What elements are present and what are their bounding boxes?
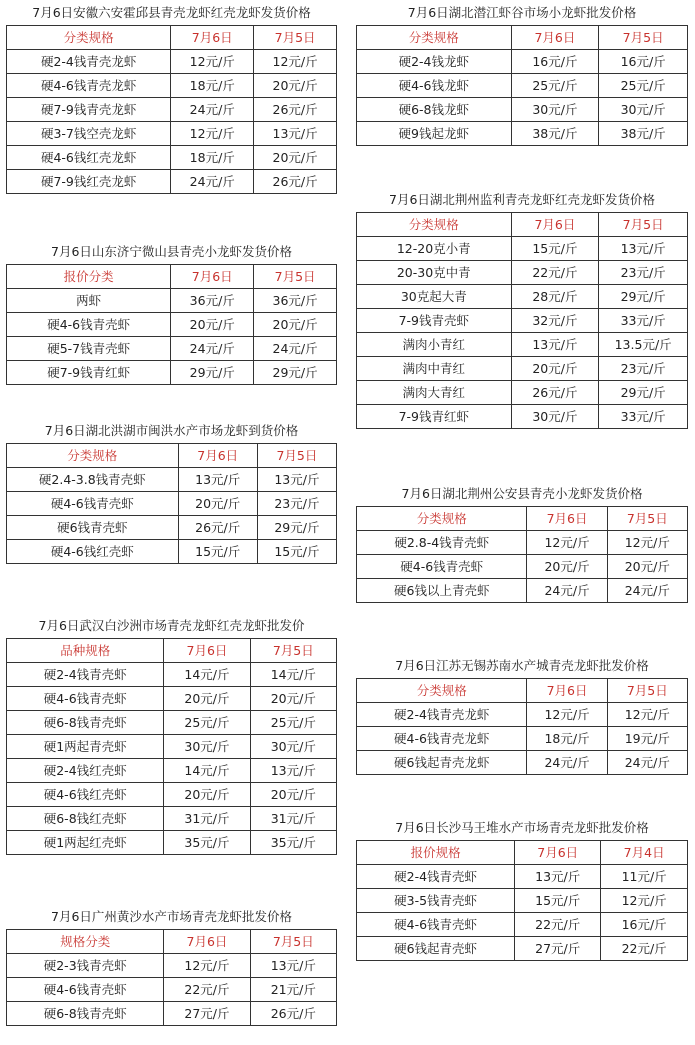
price-cell: 20元/斤 xyxy=(254,313,337,337)
table-row xyxy=(7,361,337,385)
spec-cell: 满肉大青红 xyxy=(357,381,512,405)
column-header-date: 7月5日 xyxy=(257,444,336,468)
column-header-spec: 分类规格 xyxy=(7,444,179,468)
price-cell: 36元/斤 xyxy=(171,289,254,313)
price-cell: 38元/斤 xyxy=(511,122,599,146)
column-header-date: 7月6日 xyxy=(164,639,250,663)
price-cell: 16元/斤 xyxy=(601,913,688,937)
price-cell: 35元/斤 xyxy=(164,831,250,855)
table-row xyxy=(357,285,688,309)
header-row xyxy=(357,841,688,865)
price-cell: 15元/斤 xyxy=(515,889,601,913)
price-cell: 24元/斤 xyxy=(527,579,607,603)
table-row xyxy=(7,122,337,146)
price-cell: 13.5元/斤 xyxy=(599,333,688,357)
price-cell: 15元/斤 xyxy=(178,540,257,564)
price-block-honghu xyxy=(6,419,337,564)
spec-cell: 硬2-4钱青壳虾 xyxy=(357,865,515,889)
price-table xyxy=(356,506,688,603)
price-table xyxy=(6,638,337,855)
table-row xyxy=(7,516,337,540)
column-header-date: 7月5日 xyxy=(250,930,336,954)
header-row xyxy=(7,444,337,468)
price-cell: 26元/斤 xyxy=(178,516,257,540)
table-row xyxy=(357,50,688,74)
price-cell: 12元/斤 xyxy=(607,531,687,555)
spec-cell: 硬4-6钱青壳虾 xyxy=(357,913,515,937)
table-row xyxy=(7,978,337,1002)
spec-cell: 硬6-8钱红壳虾 xyxy=(7,807,164,831)
price-block-mawangdui xyxy=(356,816,688,961)
price-cell: 20元/斤 xyxy=(250,783,336,807)
spec-cell: 7-9钱青红虾 xyxy=(357,405,512,429)
price-cell: 13元/斤 xyxy=(254,122,337,146)
price-cell: 20元/斤 xyxy=(171,313,254,337)
column-header-date: 7月5日 xyxy=(607,679,687,703)
price-cell: 18元/斤 xyxy=(171,74,254,98)
table-row xyxy=(357,381,688,405)
spec-cell: 两虾 xyxy=(7,289,171,313)
table-row xyxy=(7,74,337,98)
spec-cell: 硬4-6钱红壳虾 xyxy=(7,783,164,807)
price-cell: 29元/斤 xyxy=(171,361,254,385)
spec-cell: 硬4-6钱青壳虾 xyxy=(7,978,164,1002)
price-cell: 29元/斤 xyxy=(599,381,688,405)
spec-cell: 12-20克小青 xyxy=(357,237,512,261)
table-row xyxy=(7,98,337,122)
spec-cell: 硬6钱以上青壳虾 xyxy=(357,579,527,603)
price-cell: 24元/斤 xyxy=(171,337,254,361)
price-cell: 19元/斤 xyxy=(607,727,687,751)
price-cell: 12元/斤 xyxy=(164,954,250,978)
price-cell: 14元/斤 xyxy=(250,663,336,687)
table-row xyxy=(357,261,688,285)
price-cell: 26元/斤 xyxy=(250,1002,336,1026)
price-cell: 11元/斤 xyxy=(601,865,688,889)
column-header-date: 7月6日 xyxy=(511,213,599,237)
price-cell: 33元/斤 xyxy=(599,405,688,429)
price-cell: 33元/斤 xyxy=(599,309,688,333)
table-row xyxy=(7,468,337,492)
spec-cell: 硬2-4钱龙虾 xyxy=(357,50,512,74)
table-row xyxy=(7,170,337,194)
price-cell: 13元/斤 xyxy=(257,468,336,492)
spec-cell: 硬5-7钱青壳虾 xyxy=(7,337,171,361)
column-header-spec: 规格分类 xyxy=(7,930,164,954)
price-cell: 20元/斤 xyxy=(250,687,336,711)
column-header-date: 7月6日 xyxy=(171,265,254,289)
table-row xyxy=(357,98,688,122)
price-cell: 25元/斤 xyxy=(511,74,599,98)
spec-cell: 硬7-9钱青红虾 xyxy=(7,361,171,385)
price-block-weishan xyxy=(6,240,337,385)
price-cell: 12元/斤 xyxy=(527,531,607,555)
price-cell: 12元/斤 xyxy=(601,889,688,913)
header-row xyxy=(357,679,688,703)
price-table xyxy=(356,212,688,429)
price-cell: 13元/斤 xyxy=(250,759,336,783)
column-header-date: 7月6日 xyxy=(164,930,250,954)
price-cell: 13元/斤 xyxy=(250,954,336,978)
spec-cell: 硬6-8钱青壳虾 xyxy=(7,711,164,735)
price-cell: 20元/斤 xyxy=(607,555,687,579)
spec-cell: 硬6-8钱青壳虾 xyxy=(7,1002,164,1026)
price-cell: 27元/斤 xyxy=(515,937,601,961)
price-cell: 20元/斤 xyxy=(164,687,250,711)
price-cell: 23元/斤 xyxy=(257,492,336,516)
price-cell: 24元/斤 xyxy=(527,751,607,775)
table-row xyxy=(7,711,337,735)
price-cell: 25元/斤 xyxy=(599,74,688,98)
spec-cell: 硬3-5钱青壳虾 xyxy=(357,889,515,913)
table-title: 7月6日湖北荆州公安县青壳小龙虾发货价格 xyxy=(401,486,643,501)
spec-cell: 硬4-6钱龙虾 xyxy=(357,74,512,98)
table-row xyxy=(7,337,337,361)
price-cell: 18元/斤 xyxy=(171,146,254,170)
column-header-date: 7月5日 xyxy=(250,639,336,663)
table-row xyxy=(357,751,688,775)
table-title: 7月6日广州黄沙水产市场青壳龙虾批发价格 xyxy=(51,909,292,924)
column-header-date: 7月6日 xyxy=(527,507,607,531)
spec-cell: 硬6-8钱龙虾 xyxy=(357,98,512,122)
price-cell: 13元/斤 xyxy=(599,237,688,261)
price-cell: 25元/斤 xyxy=(164,711,250,735)
spec-cell: 满肉小青红 xyxy=(357,333,512,357)
header-row xyxy=(7,265,337,289)
spec-cell: 30克起大青 xyxy=(357,285,512,309)
price-cell: 30元/斤 xyxy=(164,735,250,759)
table-row xyxy=(357,865,688,889)
price-cell: 22元/斤 xyxy=(601,937,688,961)
spec-cell: 硬4-6钱青壳虾 xyxy=(7,687,164,711)
header-row xyxy=(7,639,337,663)
table-row xyxy=(7,492,337,516)
table-row xyxy=(357,889,688,913)
price-cell: 16元/斤 xyxy=(511,50,599,74)
price-cell: 15元/斤 xyxy=(257,540,336,564)
table-row xyxy=(357,913,688,937)
price-block-gongan xyxy=(356,482,688,603)
column-header-spec: 分类规格 xyxy=(357,213,512,237)
price-block-huangsha xyxy=(6,905,337,1026)
table-row xyxy=(7,146,337,170)
column-header-date: 7月6日 xyxy=(178,444,257,468)
price-cell: 13元/斤 xyxy=(178,468,257,492)
price-cell: 14元/斤 xyxy=(164,759,250,783)
table-title: 7月6日湖北洪湖市闽洪水产市场龙虾到货价格 xyxy=(44,423,299,438)
column-header-date: 7月5日 xyxy=(599,26,688,50)
price-cell: 24元/斤 xyxy=(607,751,687,775)
column-header-date: 7月6日 xyxy=(515,841,601,865)
column-header-date: 7月5日 xyxy=(254,26,337,50)
spec-cell: 硬6钱青壳虾 xyxy=(7,516,179,540)
price-cell: 22元/斤 xyxy=(164,978,250,1002)
table-row xyxy=(7,289,337,313)
price-block-qianjiang xyxy=(356,1,688,146)
table-row xyxy=(7,50,337,74)
table-title: 7月6日湖北潜江虾谷市场小龙虾批发价格 xyxy=(407,5,637,20)
price-cell: 20元/斤 xyxy=(527,555,607,579)
column-header-spec: 分类规格 xyxy=(7,26,171,50)
header-row xyxy=(7,930,337,954)
spec-cell: 硬2-4钱青壳虾 xyxy=(7,663,164,687)
column-header-spec: 分类规格 xyxy=(357,507,527,531)
header-row xyxy=(357,26,688,50)
price-cell: 12元/斤 xyxy=(171,50,254,74)
price-cell: 30元/斤 xyxy=(599,98,688,122)
price-cell: 26元/斤 xyxy=(254,98,337,122)
spec-cell: 20-30克中青 xyxy=(357,261,512,285)
spec-cell: 满肉中青红 xyxy=(357,357,512,381)
spec-cell: 硬2-3钱青壳虾 xyxy=(7,954,164,978)
price-cell: 38元/斤 xyxy=(599,122,688,146)
column-header-spec: 分类规格 xyxy=(357,26,512,50)
price-cell: 26元/斤 xyxy=(254,170,337,194)
price-table xyxy=(356,25,688,146)
table-title: 7月6日江苏无锡苏南水产城青壳龙虾批发价格 xyxy=(395,658,649,673)
price-cell: 15元/斤 xyxy=(511,237,599,261)
table-row xyxy=(357,703,688,727)
spec-cell: 硬4-6钱青壳虾 xyxy=(7,492,179,516)
table-row xyxy=(7,1002,337,1026)
spec-cell: 硬2-4钱红壳虾 xyxy=(7,759,164,783)
price-block-huoqiu xyxy=(6,1,337,194)
column-header-date: 7月6日 xyxy=(171,26,254,50)
price-table xyxy=(6,25,337,194)
spec-cell: 硬4-6钱青壳龙虾 xyxy=(357,727,527,751)
price-table xyxy=(356,840,688,961)
header-row xyxy=(357,507,688,531)
table-row xyxy=(357,579,688,603)
column-header-date: 7月4日 xyxy=(601,841,688,865)
column-header-date: 7月6日 xyxy=(527,679,607,703)
price-cell: 30元/斤 xyxy=(511,405,599,429)
price-table xyxy=(6,929,337,1026)
spec-cell: 硬6钱起青壳龙虾 xyxy=(357,751,527,775)
table-row xyxy=(357,937,688,961)
price-cell: 12元/斤 xyxy=(527,703,607,727)
price-cell: 21元/斤 xyxy=(250,978,336,1002)
price-table xyxy=(356,678,688,775)
price-cell: 14元/斤 xyxy=(164,663,250,687)
price-cell: 29元/斤 xyxy=(599,285,688,309)
price-cell: 12元/斤 xyxy=(254,50,337,74)
price-block-wuxi xyxy=(356,654,688,775)
table-row xyxy=(7,687,337,711)
price-cell: 24元/斤 xyxy=(607,579,687,603)
spec-cell: 硬4-6钱红壳龙虾 xyxy=(7,146,171,170)
table-row xyxy=(357,727,688,751)
column-header-date: 7月5日 xyxy=(254,265,337,289)
table-title: 7月6日山东济宁微山县青壳小龙虾发货价格 xyxy=(51,244,292,259)
price-cell: 30元/斤 xyxy=(511,98,599,122)
table-row xyxy=(7,663,337,687)
table-row xyxy=(7,807,337,831)
price-cell: 35元/斤 xyxy=(250,831,336,855)
price-cell: 12元/斤 xyxy=(607,703,687,727)
table-title: 7月6日长沙马王堆水产市场青壳龙虾批发价格 xyxy=(395,820,649,835)
price-cell: 16元/斤 xyxy=(599,50,688,74)
table-row xyxy=(357,122,688,146)
spec-cell: 硬9钱起龙虾 xyxy=(357,122,512,146)
price-block-jianli xyxy=(356,188,688,429)
spec-cell: 硬1两起红壳虾 xyxy=(7,831,164,855)
price-cell: 13元/斤 xyxy=(515,865,601,889)
price-cell: 20元/斤 xyxy=(178,492,257,516)
table-row xyxy=(357,357,688,381)
column-header-spec: 品种规格 xyxy=(7,639,164,663)
column-header-spec: 报价规格 xyxy=(357,841,515,865)
table-row xyxy=(7,735,337,759)
column-header-date: 7月6日 xyxy=(511,26,599,50)
price-cell: 24元/斤 xyxy=(254,337,337,361)
table-row xyxy=(7,313,337,337)
spec-cell: 硬4-6钱红壳虾 xyxy=(7,540,179,564)
table-row xyxy=(357,555,688,579)
price-cell: 36元/斤 xyxy=(254,289,337,313)
price-cell: 22元/斤 xyxy=(511,261,599,285)
price-cell: 12元/斤 xyxy=(171,122,254,146)
spec-cell: 硬7-9钱青壳龙虾 xyxy=(7,98,171,122)
table-row xyxy=(7,540,337,564)
table-row xyxy=(7,954,337,978)
price-cell: 20元/斤 xyxy=(254,74,337,98)
price-cell: 20元/斤 xyxy=(511,357,599,381)
spec-cell: 硬7-9钱红壳龙虾 xyxy=(7,170,171,194)
price-cell: 31元/斤 xyxy=(250,807,336,831)
table-title: 7月6日安徽六安霍邱县青壳龙虾红壳龙虾发货价格 xyxy=(32,5,311,20)
column-header-date: 7月5日 xyxy=(599,213,688,237)
spec-cell: 硬2.4-3.8钱青壳虾 xyxy=(7,468,179,492)
spec-cell: 硬2-4钱青壳龙虾 xyxy=(7,50,171,74)
spec-cell: 硬2-4钱青壳龙虾 xyxy=(357,703,527,727)
table-row xyxy=(7,759,337,783)
table-row xyxy=(357,309,688,333)
spec-cell: 硬4-6钱青壳龙虾 xyxy=(7,74,171,98)
table-row xyxy=(357,333,688,357)
spec-cell: 硬2.8-4钱青壳虾 xyxy=(357,531,527,555)
price-table xyxy=(6,264,337,385)
table-row xyxy=(7,831,337,855)
price-cell: 25元/斤 xyxy=(250,711,336,735)
table-row xyxy=(357,74,688,98)
price-cell: 20元/斤 xyxy=(164,783,250,807)
price-cell: 30元/斤 xyxy=(250,735,336,759)
spec-cell: 硬1两起青壳虾 xyxy=(7,735,164,759)
column-header-spec: 报价分类 xyxy=(7,265,171,289)
column-header-date: 7月5日 xyxy=(607,507,687,531)
price-block-baishazhou xyxy=(6,614,337,855)
price-cell: 28元/斤 xyxy=(511,285,599,309)
spec-cell: 硬3-7钱空壳龙虾 xyxy=(7,122,171,146)
header-row xyxy=(357,213,688,237)
spec-cell: 硬6钱起青壳虾 xyxy=(357,937,515,961)
price-cell: 24元/斤 xyxy=(171,98,254,122)
price-cell: 22元/斤 xyxy=(515,913,601,937)
table-title: 7月6日武汉白沙洲市场青壳龙虾红壳龙虾批发价 xyxy=(38,618,305,633)
price-cell: 29元/斤 xyxy=(254,361,337,385)
price-cell: 23元/斤 xyxy=(599,357,688,381)
price-cell: 20元/斤 xyxy=(254,146,337,170)
price-cell: 18元/斤 xyxy=(527,727,607,751)
price-cell: 31元/斤 xyxy=(164,807,250,831)
header-row xyxy=(7,26,337,50)
table-row xyxy=(357,531,688,555)
price-cell: 13元/斤 xyxy=(511,333,599,357)
price-cell: 27元/斤 xyxy=(164,1002,250,1026)
table-title: 7月6日湖北荆州监利青壳龙虾红壳龙虾发货价格 xyxy=(389,192,655,207)
price-cell: 32元/斤 xyxy=(511,309,599,333)
price-cell: 23元/斤 xyxy=(599,261,688,285)
column-header-spec: 分类规格 xyxy=(357,679,527,703)
price-table xyxy=(6,443,337,564)
spec-cell: 硬4-6钱青壳虾 xyxy=(357,555,527,579)
table-row xyxy=(7,783,337,807)
price-cell: 26元/斤 xyxy=(511,381,599,405)
price-cell: 24元/斤 xyxy=(171,170,254,194)
spec-cell: 硬4-6钱青壳虾 xyxy=(7,313,171,337)
spec-cell: 7-9钱青壳虾 xyxy=(357,309,512,333)
price-cell: 29元/斤 xyxy=(257,516,336,540)
table-row xyxy=(357,405,688,429)
table-row xyxy=(357,237,688,261)
